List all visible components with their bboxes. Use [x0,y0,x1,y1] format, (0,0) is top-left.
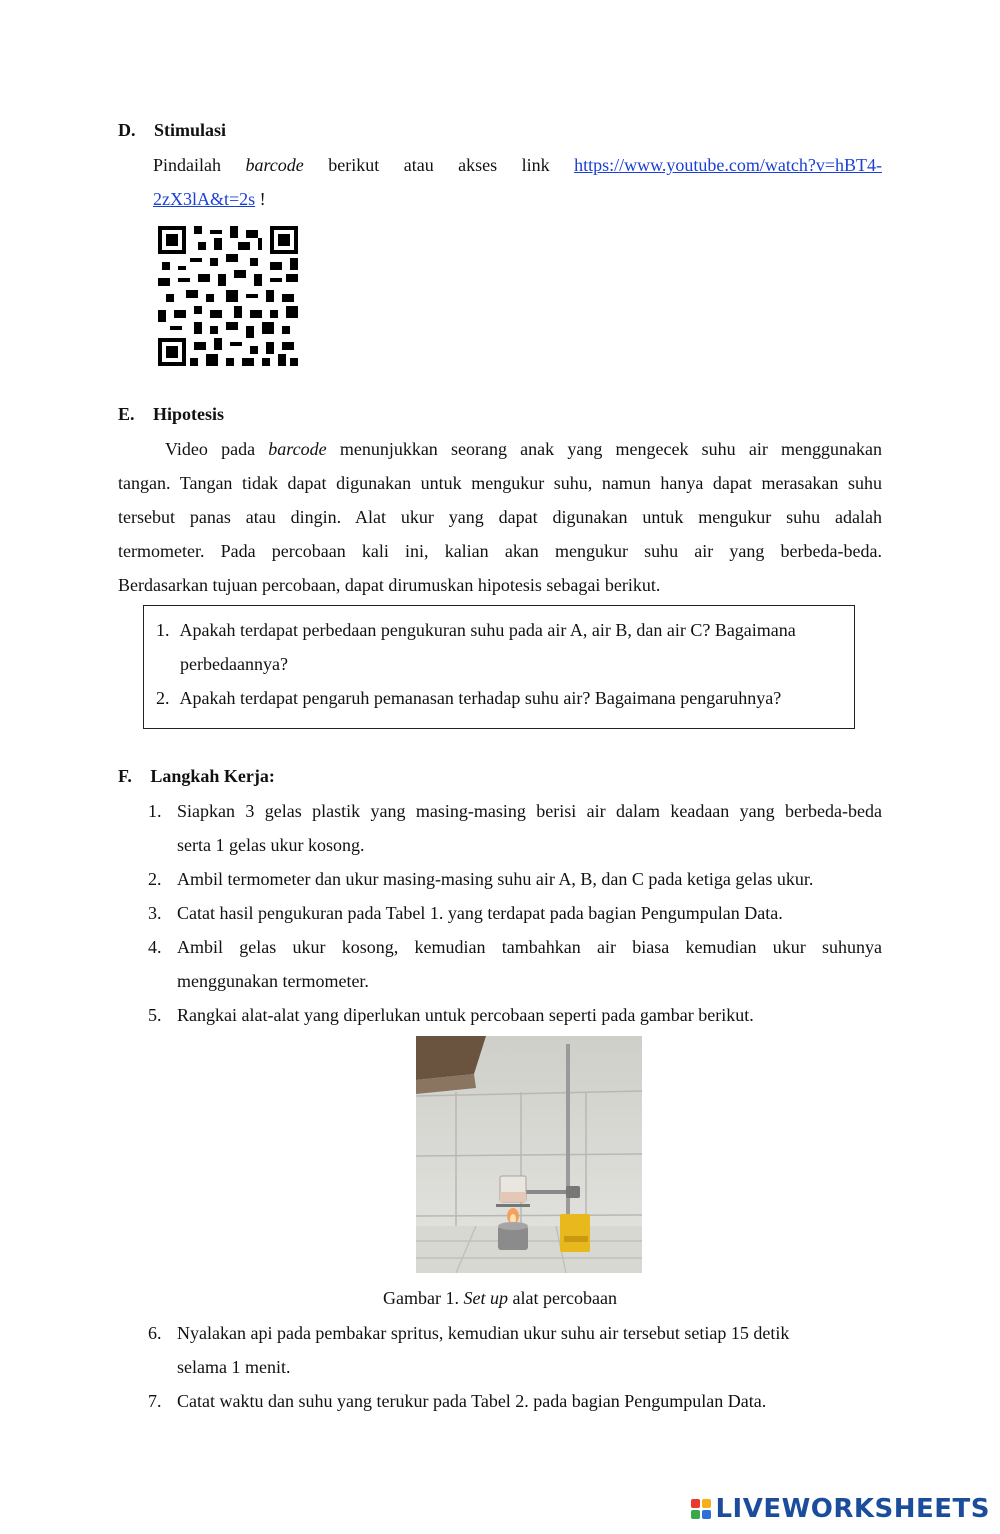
setup-photo [416,1036,642,1273]
step-text-cont: serta 1 gelas ukur kosong. [177,835,365,855]
section-e-label: E. [118,404,135,424]
step-number: 6. [148,1323,162,1343]
step-item [148,998,882,1032]
step-number: 2. [148,869,162,889]
text-barcode-italic: barcode [268,439,327,459]
text-pindailah: Pindailah [153,155,221,175]
section-f-heading [118,766,275,787]
text-berikut: berikut atau akses link [328,155,550,175]
section-f-title: Langkah Kerja: [150,766,275,786]
step-number: 3. [148,903,162,923]
step-number: 5. [148,1005,162,1025]
section-d-line1 [153,148,882,182]
section-e-title: Hipotesis [153,404,225,424]
question-1-text-cont: perbedaannya? [180,654,288,674]
step-text-cont: selama 1 menit. [177,1357,291,1377]
youtube-link-part1[interactable]: https://www.youtube.com/watch?v=hBT4- [574,155,883,175]
steps-list-b [148,1316,882,1418]
step-item [148,930,882,998]
liveworksheets-icon [691,1499,711,1519]
caption-italic: Set up [463,1288,509,1308]
step-number: 1. [148,801,162,821]
step-number: 7. [148,1391,162,1411]
step-text: Ambil termometer dan ukur masing-masing suhu air A, B, dan C pada ketiga gelas ukur. [177,869,814,889]
text-video-pada: Video pada [165,439,256,459]
question-2-text: Apakah terdapat pengaruh pemanasan terhadap suhu air? Bagaimana pengaruhnya? [179,688,782,708]
hypothesis-line-3: tersebut panas atau dingin. Alat ukur yang dapat digunakan untuk mengukur suhu adalah [118,507,882,527]
hypothesis-line-2: tangan. Tangan tidak dapat digunakan untuk mengukur suhu, namun hanya dapat merasakan suhu [118,473,882,493]
step-item [148,896,882,930]
brand-text: LIVEWORKSHEETS [715,1494,990,1524]
question-2-number: 2. [156,688,170,708]
step-item [148,794,882,862]
section-e-heading [118,404,224,425]
question-1-text: Apakah terdapat perbedaan pengukuran suhu pada air A, air B, dan air C? Bagaimana [179,620,796,640]
section-d-label: D. [118,120,136,140]
question-1-number: 1. [156,620,170,640]
text-barcode: barcode [245,155,304,175]
step-item [148,1316,882,1384]
step-item [148,862,882,896]
section-d-heading [118,120,226,141]
text-menunjukkan: menunjukkan seorang anak yang mengecek suhu air menggunakan [339,439,883,459]
caption-text: alat percobaan [512,1288,617,1308]
step-text: Catat waktu dan suhu yang terukur pada Tabel 2. pada bagian Pengumpulan Data. [177,1391,767,1411]
step-text: Ambil gelas ukur kosong, kemudian tambahkan air biasa kemudian ukur suhunya [177,937,882,957]
caption-label: Gambar 1. [383,1288,460,1308]
hypothesis-box [143,605,855,729]
section-f-label: F. [118,766,132,786]
youtube-link-part2[interactable]: 2zX3lA&t=2s [153,189,256,209]
hypothesis-paragraph [118,432,882,602]
step-text: Catat hasil pengukuran pada Tabel 1. yang terdapat pada bagian Pengumpulan Data. [177,903,783,923]
hypothesis-question-1 [156,613,846,681]
step-text-cont: menggunakan termometer. [177,971,369,991]
step-item [148,1384,882,1418]
step-text: Siapkan 3 gelas plastik yang masing-masing berisi air dalam keadaan yang berbeda-beda [177,801,882,821]
section-d-line2 [153,182,266,216]
hypothesis-question-2 [156,681,846,715]
exclaim-mark: ! [259,189,266,209]
qr-code-image[interactable] [158,226,298,366]
section-d-title: Stimulasi [154,120,227,140]
hypothesis-line-5: Berdasarkan tujuan percobaan, dapat dirumuskan hipotesis sebagai berikut. [118,575,661,595]
hypothesis-line-4: termometer. Pada percobaan kali ini, kalian akan mengukur suhu air yang berbeda-beda. [118,541,882,561]
step-text: Rangkai alat-alat yang diperlukan untuk percobaan seperti pada gambar berikut. [177,1005,754,1025]
hypothesis-line-1 [118,432,882,466]
setup-illustration [416,1036,642,1273]
figure-caption [0,1286,1000,1310]
step-number: 4. [148,937,162,957]
liveworksheets-logo[interactable] [691,1494,990,1524]
step-text: Nyalakan api pada pembakar spritus, kemudian ukur suhu air tersebut setiap 15 detik [177,1323,790,1343]
steps-list-a [148,794,882,1032]
